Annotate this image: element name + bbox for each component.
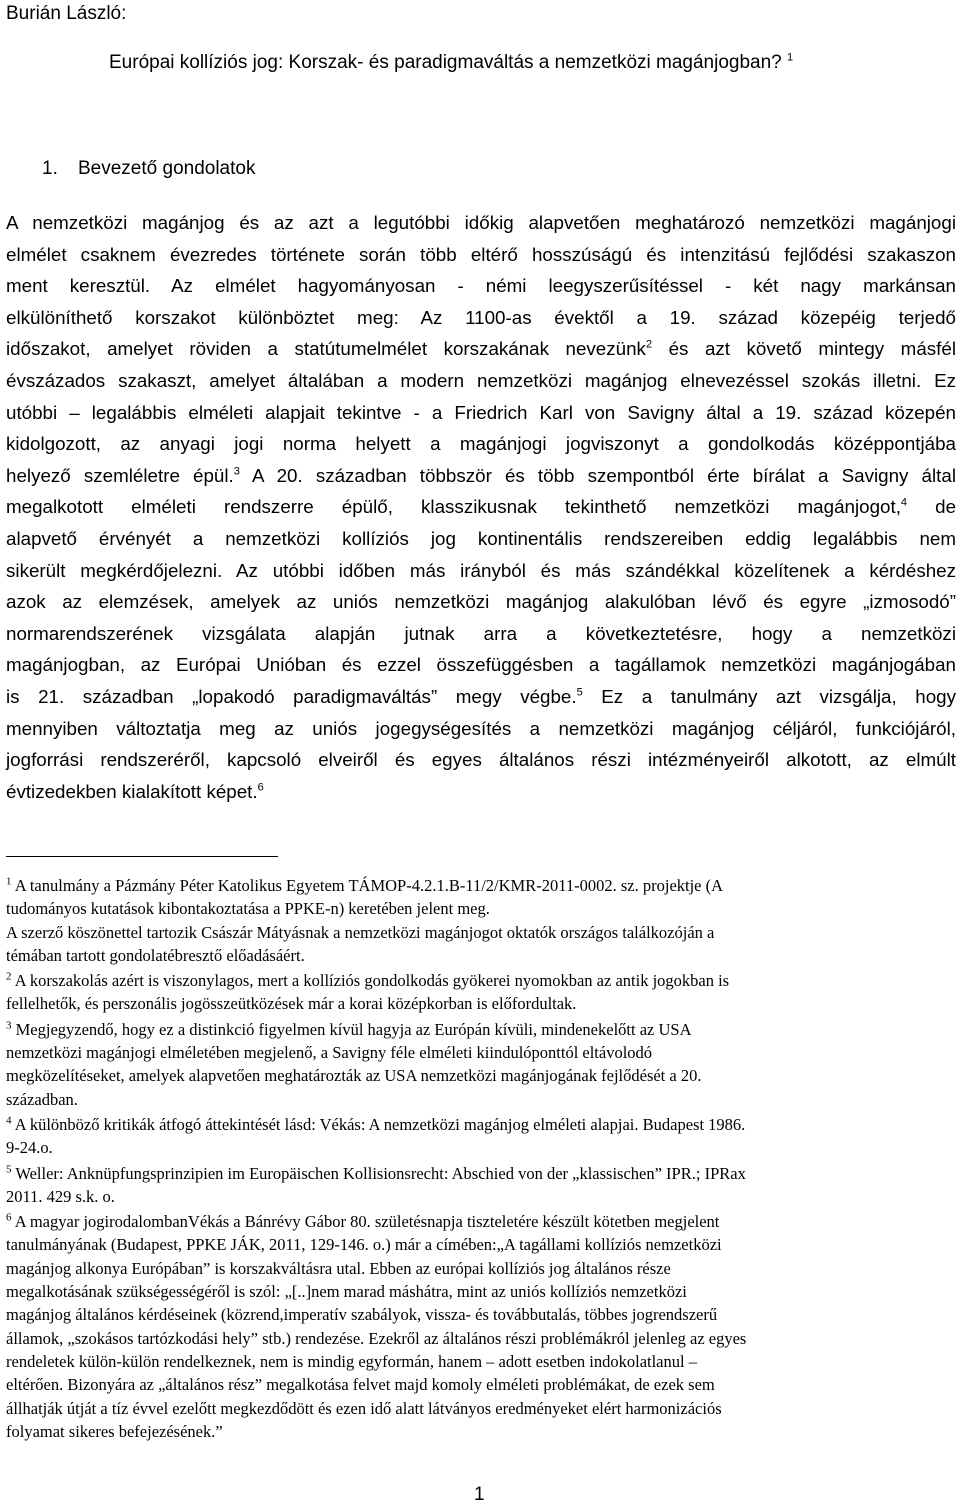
footnote-text: állhatják útját a tíz évvel ezelőtt megkezdődött és ezen idő alatt látványos eredményeket elért harmonizációs [6,1398,722,1418]
footnote-text: században. [6,1089,78,1109]
footnote-reference: 2 [645,339,653,352]
footnote-separator [6,856,278,857]
footnote-text: nemzetközi magánjogi elméletében megjelenő, a Savigny féle elméleti kiindulóponttól eltávolodó [6,1043,653,1063]
footnote-line [6,1185,956,1208]
body-line-text: időszakot, amelyet röviden a statútumelmélet korszakának nevezünk [6,338,646,360]
footnote-mark: 2 [6,970,12,983]
footnote-line [6,944,956,967]
footnote-text: 2011. 429 s.k. o. [6,1186,115,1206]
body-line: A nemzetközi magánjog és az azt a legutóbbi időkig alapvetően meghatározó nemzetközi magánjogi [6,212,956,233]
footnote-line [6,1257,956,1280]
footnote-mark: 3 [6,1019,12,1032]
body-line: magánjogban, az Európai Unióban és ezzel összefüggésben a tagállamok nemzetközi magánjogában [6,654,956,676]
footnote-reference: 6 [257,781,264,794]
footnote-text: tanulmányának (Budapest, PPKE JÁK, 2011, 129-146. o.) már a címében:„A tagállami kollíziós nemzetközi [6,1235,722,1255]
footnote-1 [6,874,956,967]
body-line: azok az elemzések, amelyek az uniós nemzetközi magánjog alakulóban lévő és egyre „izmosodó” [6,591,956,613]
body-line-text: helyező szemléletre épül. [6,464,234,486]
body-line: normarendszerének vizsgálata alapján jutnak arra a következtetésre, hogy a nemzetközi [6,622,956,644]
footnote-reference: 5 [576,686,583,699]
footnote-text: A szerző köszönettel tartozik Császár Mátyásnak a nemzetközi magánjogot oktatók országos találkozóján a [6,922,715,942]
footnote-text: A tanulmány a Pázmány Péter Katolikus Egyetem TÁMOP-4.2.1.B-11/2/KMR-2011-0002. sz. projektje (A [11,876,724,895]
body-line: ment keresztül. Az elmélet hagyományosan - némi leegyszerűsítéssel - két nagy markánsan [6,275,956,297]
section-title: Bevezető gondolatok [78,158,256,179]
footnote-text: A magyar jogirodalombanVékás a Bánrévy Gábor 80. születésnapja tiszteletére készült kötetben megjelent [11,1212,720,1232]
article-title-text: Európai kollíziós jog: Korszak- és paradigmaváltás a nemzetközi magánjogban? [109,52,782,73]
footnote-reference: 4 [900,497,908,510]
footnote-line [6,1113,956,1136]
section-number: 1. [42,158,58,179]
body-line [6,333,956,365]
footnote-line [6,897,956,920]
footnote-text: A korszakolás azért is viszonylagos, mert a kollíziós gondolkodás gyökerei nyomokban az antik jogokban is [11,971,730,991]
body-line [6,776,956,808]
footnote-mark: 4 [6,1114,12,1127]
section-heading [42,157,255,181]
body-line: sikerült megkérdőjelezni. Az utóbbi időben más irányból és más szándékkal közelítenek a kérdéshez [6,559,956,581]
body-line-text: megalkotott elméleti rendszerre épülő, klasszikusnak tekinthető nemzetközi magánjogot, [6,496,901,518]
body-line-text: A 20. században többször és több szempontból érte bírálat a Savigny által [239,464,957,486]
body-line [6,681,956,713]
footnote-line [6,1420,956,1443]
footnote-text: fellelhetők, és perszonális jogösszeütközések már a korai középkorban is előfordultak. [6,994,577,1014]
footnote-2 [6,969,956,1016]
footnote-3 [6,1018,956,1111]
body-line: alapvető érvényét a nemzetközi kollíziós jog kontinentális rendszereiben eddig legalábbis nem [6,527,956,549]
footnote-text: témában tartott gondolatébresztő előadásáért. [6,945,305,965]
footnote-line [6,1136,956,1159]
body-paragraph [6,207,956,807]
footnote-line [6,1327,956,1350]
footnote-text: megközelítéseket, amelyek alapvetően meghatározták az USA nemzetközi magánjogának fejlődését a 20. [6,1066,702,1086]
footnote-text: államok, „szokásos tartózkodási hely” stb.) rendezése. Ezekről az általános részi problémákról jelenleg az egyes [6,1328,747,1348]
footnote-line [6,1350,956,1373]
footnote-line [6,1064,956,1087]
footnote-6 [6,1210,956,1443]
body-line: évszázados szakaszt, amelyet általában a modern nemzetközi magánjog elnevezéssel szokás illetni. Ez [6,369,956,391]
body-line-text: évtizedekben kialakított képet. [6,780,258,802]
footnote-4 [6,1113,956,1160]
body-line-text: Ez a tanulmány azt vizsgálja, hogy [582,685,956,707]
body-line-text: is 21. században „lopakodó paradigmaváltás” megy végbe. [6,685,577,707]
body-line [6,491,956,523]
footnote-text: eltérően. Bizonyára az „általános rész” megalkotása felvet majd komoly elméleti problémákat, de ezek sem [6,1375,715,1395]
footnote-text: rendeletek külön-külön rendelkeznek, nem is mindig egyformán, hanem – adott esetben indokolatlanul – [6,1351,697,1371]
footnote-line [6,1373,956,1396]
footnote-line [6,1280,956,1303]
author-line: Burián László: [6,3,127,24]
body-line: jogforrási rendszeréről, kapcsoló elveiről és egyes általános részi intézményeiről alkotott, az elmúlt [6,749,956,771]
footnotes-section [6,874,956,1443]
footnote-text: Megjegyzendő, hogy ez a distinkció figyelmen kívül hagyja az Európán kívüli, mindenekelőtt az USA [11,1019,692,1039]
footnote-line [6,992,956,1015]
footnote-text: megalkotásának szükségességéről is szól: „[..]nem marad máshátra, mint az uniós kollíziós nemzetközi [6,1282,687,1302]
footnote-text: magánjog általános kérdéseinek (közrend,imperatív szabályok, vissza- és továbbutalás, többes jogrendszerű [6,1305,718,1325]
footnote-mark: 1 [6,875,12,888]
article-title [109,51,793,75]
footnote-mark: 5 [6,1163,12,1176]
footnote-line [6,921,956,944]
body-line: elmélet csaknem évezredes története során több eltérő hosszúságú és intenzitású fejlődési szakaszon [6,243,956,265]
body-line: kidolgozott, az anyagi jogi norma helyett a magánjogi jogviszonyt a gondolkodás középpontjába [6,433,956,455]
footnote-line [6,969,956,992]
footnote-5 [6,1162,956,1209]
body-line: mennyiben változtatja meg az uniós jogegységesítés a nemzetközi magánjog céljáról, funkciójáról, [6,717,956,739]
page-number: 1 [474,1484,485,1505]
footnote-text: A különböző kritikák átfogó áttekintését lásd: Vékás: A nemzetközi magánjog elméleti alapjai. Budapest 1986. [11,1114,746,1134]
footnote-line [6,1088,956,1111]
footnote-reference: 3 [233,465,240,478]
footnote-line [6,1162,956,1185]
body-line [6,460,956,492]
body-line-text: de [907,496,957,518]
body-line: utóbbi – legalábbis elméleti alapjait tekintve - a Friedrich Karl von Savigny által a 19. század közepén [6,401,956,423]
footnote-mark: 6 [6,1211,12,1224]
footnote-text: folyamat sikeres befejezésének.” [6,1421,223,1441]
footnote-line [6,1018,956,1041]
footnote-line [6,1041,956,1064]
footnote-line [6,1233,956,1256]
footnote-text: 9-24.o. [6,1138,53,1158]
footnote-line [6,1397,956,1420]
footnote-text: tudományos kutatások kibontakoztatása a PPKE-n) keretében jelent meg. [6,899,490,919]
footnote-text: Weller: Anknüpfungsprinzipien im Europäischen Kollisionsrecht: Abschied von der „klassischen” IPR.; IPRax [11,1163,746,1183]
body-line-text: és azt követő mintegy másfél [652,338,956,360]
footnote-text: magánjog alkonya Európában” is korszakváltásra utal. Ebben az európai kollíziós jog általános része [6,1258,671,1278]
footnote-line [6,874,956,897]
footnote-line [6,1210,956,1233]
title-footnote-mark: 1 [787,51,794,64]
body-line: elkülöníthető korszakot különböztet meg: Az 1100-as évektől a 19. század közepéig terjedő [6,306,956,328]
footnote-line [6,1303,956,1326]
